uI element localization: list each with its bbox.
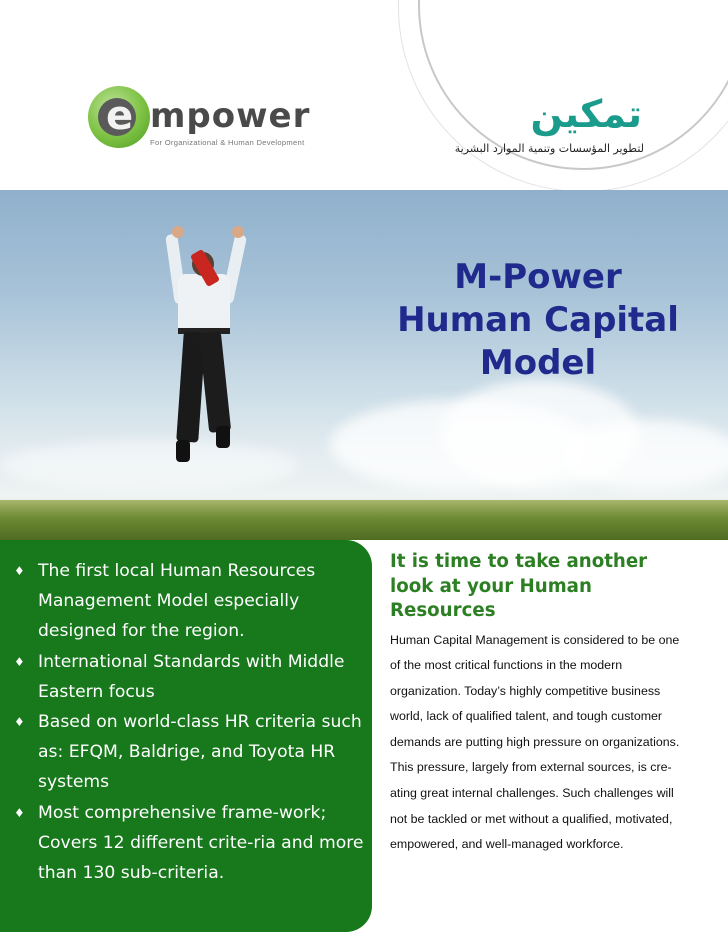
article-heading: It is time to take another look at your Human Resources: [390, 551, 648, 621]
article-body: Human Capital Management is considered to be one of the most critical functions in the modern organization. Today’s highly competitive business world, lack of qualified talent, and tough customer demands are putting high pressure on organizations. This pressure, largely from external sources, is cre-ating great internal challenges. Such challenges will not be tackled or met without a qualified, motivated, empowered, and well-managed workforce.: [390, 632, 680, 852]
logo-tagline: For Organizational & Human Development: [150, 138, 305, 147]
hero-title-line: M-Power: [454, 257, 622, 297]
logo-wordmark: mpower: [150, 96, 311, 136]
arabic-logo-tagline: لتطوير المؤسسات وتنمية الموارد البشرية: [454, 142, 644, 155]
feature-text: Most comprehensive frame-work; Covers 12 different crite-ria and more than 130 sub-criteria.: [38, 802, 364, 884]
page-header: [0, 0, 728, 190]
hero-title-line: Human Capital: [397, 300, 679, 340]
hero-photo: [0, 190, 728, 540]
feature-text: Based on world-class HR criteria such as: EFQM, Baldrige, and Toyota HR systems: [38, 712, 362, 793]
list-item: [14, 798, 370, 889]
feature-text: International Standards with Middle Eastern focus: [38, 651, 345, 702]
logo-letter: e: [106, 93, 134, 139]
arabic-logo-text: تمكين: [530, 92, 642, 136]
diamond-bullet-icon: ♦: [14, 564, 25, 578]
grass-field: [0, 500, 728, 540]
feature-list: [14, 556, 370, 888]
diamond-bullet-icon: ♦: [14, 715, 25, 730]
empower-logo: [84, 86, 344, 158]
tamkeen-logo: [448, 92, 658, 172]
jumping-man-figure: [150, 230, 260, 470]
hero-title-line: Model: [479, 343, 597, 383]
diamond-bullet-icon: ♦: [14, 654, 25, 669]
hero-title: [388, 256, 688, 385]
list-item: [14, 556, 370, 647]
article-column: [390, 550, 690, 858]
list-item: [14, 647, 370, 707]
feature-text: The first local Human Resources Management Model especially designed for the region.: [38, 561, 316, 642]
list-item: [14, 707, 370, 798]
diamond-bullet-icon: ♦: [14, 805, 25, 820]
